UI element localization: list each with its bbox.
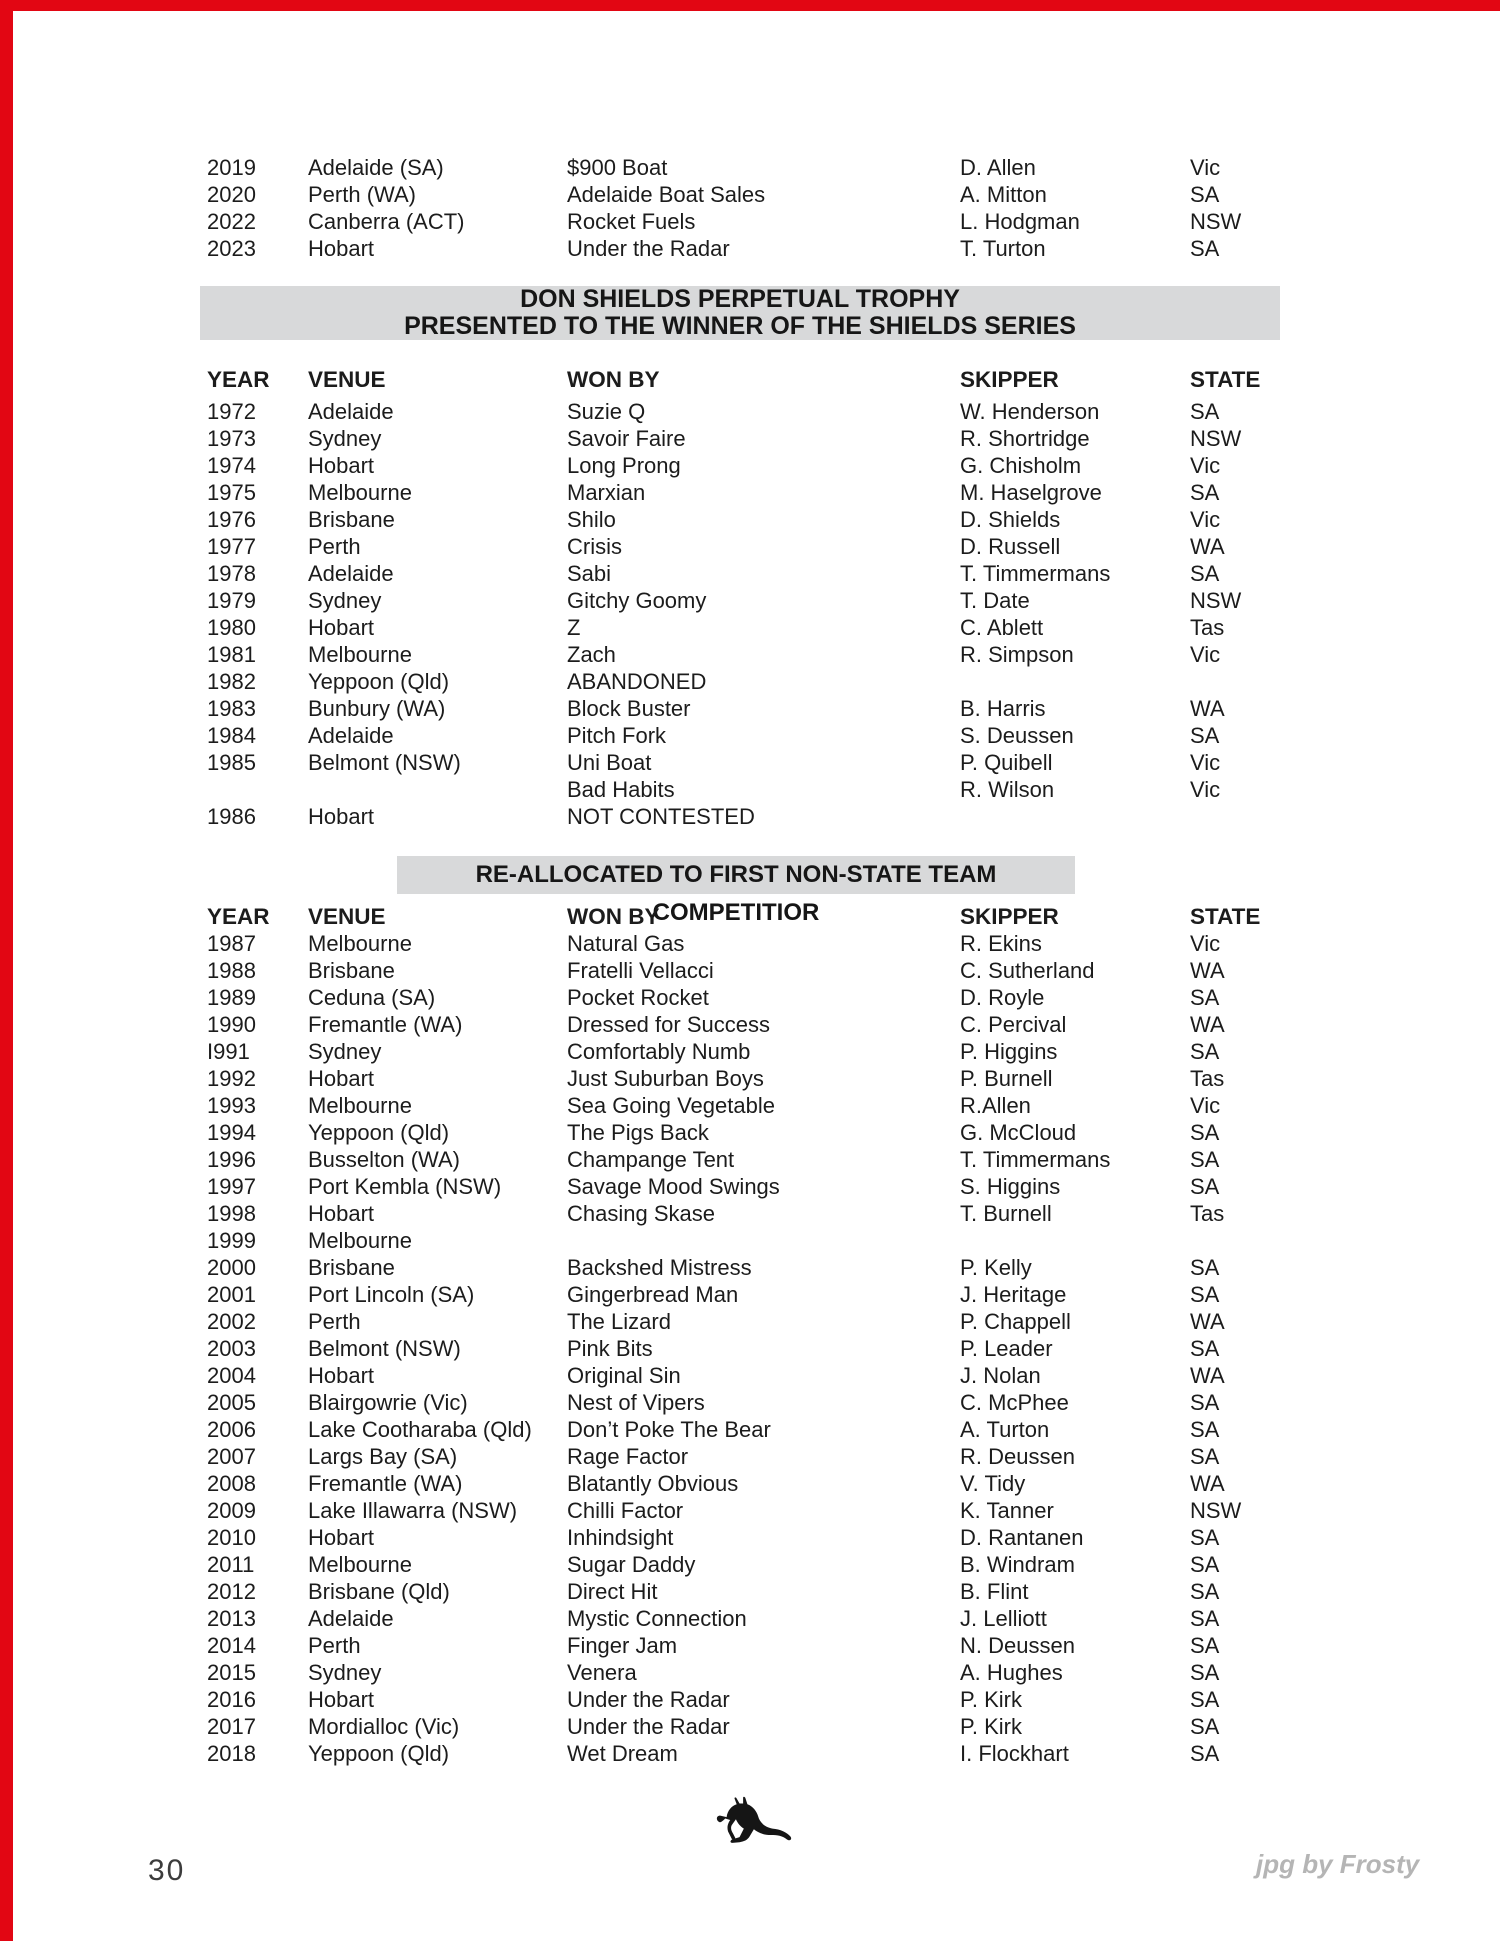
cell-venue: Fremantle (WA) [308, 1471, 463, 1496]
cell-skipper: C. Sutherland [960, 958, 1095, 983]
cell-skipper: R. Shortridge [960, 426, 1090, 451]
cell-won-by: NOT CONTESTED [567, 804, 755, 829]
cell-skipper: P. Leader [960, 1336, 1053, 1361]
cell-skipper: A. Hughes [960, 1660, 1063, 1685]
cell-venue: Perth [308, 1633, 361, 1658]
cell-venue: Brisbane (Qld) [308, 1579, 450, 1604]
cell-skipper: S. Deussen [960, 723, 1074, 748]
cell-skipper: T. Turton [960, 236, 1046, 261]
cell-year: 2010 [207, 1525, 256, 1550]
cell-venue: Ceduna (SA) [308, 985, 436, 1010]
cell-state: Vic [1190, 453, 1221, 478]
cell-won-by: Backshed Mistress [567, 1255, 752, 1280]
cell-won-by: Z [567, 615, 581, 640]
cell-state: SA [1190, 1390, 1220, 1415]
cell-year: 1999 [207, 1228, 256, 1253]
header-won-by: WON BY [567, 367, 660, 392]
cell-venue: Melbourne [308, 931, 412, 956]
cell-state: SA [1190, 1174, 1220, 1199]
cell-won-by: Chilli Factor [567, 1498, 684, 1523]
cell-won-by: $900 Boat [567, 155, 668, 180]
cell-year: 2019 [207, 155, 256, 180]
header-won-by: WON BY [567, 904, 660, 929]
cell-state: SA [1190, 182, 1220, 207]
section-title-don-shields-trophy [200, 286, 1280, 340]
cell-won-by: Wet Dream [567, 1741, 678, 1766]
cell-won-by: Fratelli Vellacci [567, 958, 714, 983]
cell-venue: Lake Cootharaba (Qld) [308, 1417, 532, 1442]
cell-won-by: Comfortably Numb [567, 1039, 751, 1064]
cell-venue: Belmont (NSW) [308, 750, 461, 775]
cell-skipper: W. Henderson [960, 399, 1100, 424]
cell-year: 2023 [207, 236, 256, 261]
cell-won-by: Blatantly Obvious [567, 1471, 739, 1496]
cell-venue: Hobart [308, 1201, 375, 1226]
cell-won-by: Under the Radar [567, 1714, 730, 1739]
cell-won-by: Inhindsight [567, 1525, 674, 1550]
cell-skipper: T. Timmermans [960, 561, 1111, 586]
cell-state: WA [1190, 1471, 1225, 1496]
header-year: YEAR [207, 367, 270, 392]
cell-venue: Yeppoon (Qld) [308, 1120, 450, 1145]
cell-won-by: Just Suburban Boys [567, 1066, 764, 1091]
cell-year: 2017 [207, 1714, 256, 1739]
cell-skipper: P. Higgins [960, 1039, 1058, 1064]
cell-year: 1981 [207, 642, 256, 667]
cell-state: SA [1190, 985, 1220, 1010]
cell-state: WA [1190, 1309, 1225, 1334]
cell-venue: Brisbane [308, 507, 395, 532]
header-skipper: SKIPPER [960, 904, 1059, 929]
cell-won-by: Marxian [567, 480, 646, 505]
cell-year: 2000 [207, 1255, 256, 1280]
cell-year: 1994 [207, 1120, 256, 1145]
cell-year: 2008 [207, 1471, 256, 1496]
cell-state: SA [1190, 1687, 1220, 1712]
cell-state: SA [1190, 1120, 1220, 1145]
cell-venue: Adelaide (SA) [308, 155, 444, 180]
cell-venue: Melbourne [308, 1093, 412, 1118]
cell-venue: Perth [308, 534, 361, 559]
cell-state: SA [1190, 399, 1220, 424]
cell-skipper: D. Shields [960, 507, 1061, 532]
cell-year: 2022 [207, 209, 256, 234]
cell-won-by: Chasing Skase [567, 1201, 715, 1226]
cell-state: SA [1190, 723, 1220, 748]
cell-won-by: Pocket Rocket [567, 985, 709, 1010]
cell-year: 2013 [207, 1606, 256, 1631]
cell-skipper: P. Kirk [960, 1687, 1022, 1712]
cell-state: Tas [1190, 1201, 1225, 1226]
cell-won-by: Sea Going Vegetable [567, 1093, 775, 1118]
kangaroo-logo [708, 1796, 794, 1854]
cell-year: 1974 [207, 453, 256, 478]
cell-venue: Sydney [308, 588, 382, 613]
cell-venue: Hobart [308, 453, 375, 478]
header-state: STATE [1190, 367, 1261, 392]
cell-year: 1978 [207, 561, 256, 586]
cell-skipper: I. Flockhart [960, 1741, 1069, 1766]
cell-won-by: Sabi [567, 561, 612, 586]
cell-year: 1986 [207, 804, 256, 829]
cell-venue: Yeppoon (Qld) [308, 1741, 450, 1766]
cell-year: 2002 [207, 1309, 256, 1334]
cell-skipper: B. Flint [960, 1579, 1029, 1604]
cell-state: Tas [1190, 1066, 1225, 1091]
cell-won-by: Under the Radar [567, 1687, 730, 1712]
cell-state: Vic [1190, 155, 1221, 180]
cell-year: 1976 [207, 507, 256, 532]
cell-state: WA [1190, 696, 1225, 721]
cell-year: 1977 [207, 534, 256, 559]
cell-skipper: J. Heritage [960, 1282, 1067, 1307]
cell-year: 2012 [207, 1579, 256, 1604]
cell-venue: Perth [308, 1309, 361, 1334]
cell-skipper: T. Burnell [960, 1201, 1052, 1226]
cell-year: 2018 [207, 1741, 256, 1766]
cell-state: SA [1190, 1660, 1220, 1685]
cell-year: 1992 [207, 1066, 256, 1091]
cell-venue: Melbourne [308, 480, 412, 505]
cell-year: 1987 [207, 931, 256, 956]
cell-won-by: Suzie Q [567, 399, 646, 424]
cell-skipper: R. Simpson [960, 642, 1074, 667]
cell-skipper: R.Allen [960, 1093, 1031, 1118]
cell-venue: Melbourne [308, 1552, 412, 1577]
cell-venue: Perth (WA) [308, 182, 416, 207]
cell-skipper: T. Timmermans [960, 1147, 1111, 1172]
cell-venue: Sydney [308, 1039, 382, 1064]
cell-won-by: Bad Habits [567, 777, 675, 802]
header-venue: VENUE [308, 904, 386, 929]
cell-won-by: Gingerbread Man [567, 1282, 739, 1307]
cell-venue: Port Kembla (NSW) [308, 1174, 502, 1199]
cell-venue: Melbourne [308, 1228, 412, 1253]
cell-state: SA [1190, 1336, 1220, 1361]
cell-year: 1998 [207, 1201, 256, 1226]
cell-year: 2016 [207, 1687, 256, 1712]
cell-skipper: P. Burnell [960, 1066, 1053, 1091]
cell-year: 1985 [207, 750, 256, 775]
cell-year: I991 [207, 1039, 250, 1064]
cell-won-by: Savoir Faire [567, 426, 686, 451]
cell-venue: Hobart [308, 804, 375, 829]
cell-won-by: Block Buster [567, 696, 691, 721]
cell-won-by: Uni Boat [567, 750, 652, 775]
cell-won-by: The Lizard [567, 1309, 671, 1334]
cell-venue: Busselton (WA) [308, 1147, 461, 1172]
cell-state: SA [1190, 1714, 1220, 1739]
cell-state: NSW [1190, 588, 1242, 613]
cell-year: 1989 [207, 985, 256, 1010]
cell-venue: Adelaide [308, 561, 394, 586]
cell-skipper: G. McCloud [960, 1120, 1077, 1145]
cell-won-by: Pink Bits [567, 1336, 653, 1361]
cell-skipper: M. Haselgrove [960, 480, 1102, 505]
cell-skipper: P. Kelly [960, 1255, 1032, 1280]
cell-skipper: D. Royle [960, 985, 1045, 1010]
cell-skipper: R. Ekins [960, 931, 1042, 956]
cell-venue: Largs Bay (SA) [308, 1444, 458, 1469]
cell-venue: Blairgowrie (Vic) [308, 1390, 468, 1415]
cell-skipper: G. Chisholm [960, 453, 1082, 478]
cell-state: SA [1190, 1255, 1220, 1280]
cell-state: SA [1190, 1147, 1220, 1172]
cell-year: 1988 [207, 958, 256, 983]
cell-year: 1975 [207, 480, 256, 505]
red-page-edge-left [0, 0, 13, 1941]
cell-venue: Adelaide [308, 1606, 394, 1631]
cell-year: 2004 [207, 1363, 256, 1388]
cell-year: 2015 [207, 1660, 256, 1685]
cell-year: 1996 [207, 1147, 256, 1172]
page-number: 30 [148, 1854, 186, 1887]
cell-skipper: V. Tidy [960, 1471, 1026, 1496]
cell-venue: Adelaide [308, 399, 394, 424]
cell-year: 1990 [207, 1012, 256, 1037]
cell-year: 2020 [207, 182, 256, 207]
cell-skipper: P. Kirk [960, 1714, 1022, 1739]
cell-skipper: N. Deussen [960, 1633, 1075, 1658]
cell-year: 1972 [207, 399, 256, 424]
cell-skipper: C. McPhee [960, 1390, 1069, 1415]
cell-year: 2007 [207, 1444, 256, 1469]
cell-state: SA [1190, 1039, 1220, 1064]
cell-venue: Hobart [308, 1687, 375, 1712]
cell-won-by: Dressed for Success [567, 1012, 770, 1037]
cell-state: WA [1190, 1012, 1225, 1037]
cell-won-by: Finger Jam [567, 1633, 678, 1658]
cell-won-by: ABANDONED [567, 669, 707, 694]
cell-year: 1997 [207, 1174, 256, 1199]
cell-venue: Hobart [308, 1066, 375, 1091]
cell-venue: Yeppoon (Qld) [308, 669, 450, 694]
cell-skipper: C. Ablett [960, 615, 1044, 640]
cell-venue: Canberra (ACT) [308, 209, 465, 234]
cell-state: WA [1190, 534, 1225, 559]
cell-won-by: Long Prong [567, 453, 681, 478]
cell-venue: Belmont (NSW) [308, 1336, 461, 1361]
cell-state: SA [1190, 236, 1220, 261]
cell-venue: Adelaide [308, 723, 394, 748]
cell-venue: Hobart [308, 236, 375, 261]
cell-venue: Lake Illawarra (NSW) [308, 1498, 518, 1523]
cell-state: Vic [1190, 777, 1221, 802]
section-title-line-1: DON SHIELDS PERPETUAL TROPHY [520, 285, 960, 313]
cell-year: 2005 [207, 1390, 256, 1415]
cell-skipper: D. Russell [960, 534, 1061, 559]
cell-won-by: Rage Factor [567, 1444, 689, 1469]
cell-year: 2001 [207, 1282, 256, 1307]
cell-venue: Brisbane [308, 958, 395, 983]
cell-state: SA [1190, 1741, 1220, 1766]
cell-skipper: T. Date [960, 588, 1030, 613]
cell-won-by: Don’t Poke The Bear [567, 1417, 771, 1442]
cell-state: SA [1190, 1444, 1220, 1469]
cell-state: Vic [1190, 507, 1221, 532]
cell-won-by: Champange Tent [567, 1147, 735, 1172]
cell-won-by: Pitch Fork [567, 723, 667, 748]
cell-won-by: The Pigs Back [567, 1120, 709, 1145]
cell-won-by: Original Sin [567, 1363, 681, 1388]
header-year: YEAR [207, 904, 270, 929]
cell-year: 2011 [207, 1552, 255, 1577]
cell-year: 1980 [207, 615, 256, 640]
cell-state: NSW [1190, 209, 1242, 234]
cell-venue: Melbourne [308, 642, 412, 667]
cell-won-by: Rocket Fuels [567, 209, 696, 234]
cell-skipper: K. Tanner [960, 1498, 1054, 1523]
cell-skipper: D. Allen [960, 155, 1036, 180]
cell-won-by: Zach [567, 642, 616, 667]
cell-venue: Hobart [308, 1525, 375, 1550]
cell-skipper: D. Rantanen [960, 1525, 1084, 1550]
cell-state: SA [1190, 1525, 1220, 1550]
cell-won-by: Nest of Vipers [567, 1390, 705, 1415]
watermark-credit: jpg by Frosty [1256, 1849, 1420, 1879]
cell-skipper: B. Harris [960, 696, 1046, 721]
cell-won-by: Adelaide Boat Sales [567, 182, 766, 207]
section-title-line-1: RE-ALLOCATED TO FIRST NON-STATE TEAM COMPETITIOR [475, 861, 997, 926]
cell-won-by: Direct Hit [567, 1579, 658, 1604]
cell-venue: Mordialloc (Vic) [308, 1714, 460, 1739]
cell-venue: Fremantle (WA) [308, 1012, 463, 1037]
header-skipper: SKIPPER [960, 367, 1059, 392]
cell-skipper: P. Chappell [960, 1309, 1071, 1334]
cell-year: 1973 [207, 426, 256, 451]
cell-year: 1979 [207, 588, 256, 613]
cell-state: Vic [1190, 931, 1221, 956]
cell-skipper: C. Percival [960, 1012, 1067, 1037]
cell-skipper: R. Deussen [960, 1444, 1075, 1469]
cell-state: Vic [1190, 750, 1221, 775]
cell-state: SA [1190, 1606, 1220, 1631]
cell-venue: Sydney [308, 1660, 382, 1685]
cell-won-by: Shilo [567, 507, 616, 532]
cell-year: 1984 [207, 723, 256, 748]
cell-venue: Brisbane [308, 1255, 395, 1280]
cell-state: WA [1190, 1363, 1225, 1388]
cell-won-by: Savage Mood Swings [567, 1174, 780, 1199]
section-title-line-2: PRESENTED TO THE WINNER OF THE SHIELDS SERIES [404, 312, 1076, 340]
cell-state: SA [1190, 1282, 1220, 1307]
cell-skipper: P. Quibell [960, 750, 1053, 775]
cell-state: SA [1190, 1552, 1220, 1577]
cell-state: SA [1190, 561, 1220, 586]
cell-year: 2014 [207, 1633, 256, 1658]
cell-won-by: Venera [567, 1660, 637, 1685]
cell-venue: Bunbury (WA) [308, 696, 446, 721]
cell-year: 2009 [207, 1498, 256, 1523]
cell-won-by: Gitchy Goomy [567, 588, 707, 613]
cell-skipper: L. Hodgman [960, 209, 1080, 234]
cell-state: Vic [1190, 1093, 1221, 1118]
red-page-edge-top [0, 0, 1500, 11]
cell-venue: Port Lincoln (SA) [308, 1282, 475, 1307]
cell-state: WA [1190, 958, 1225, 983]
cell-won-by: Sugar Daddy [567, 1552, 696, 1577]
cell-state: NSW [1190, 426, 1242, 451]
cell-state: NSW [1190, 1498, 1242, 1523]
cell-skipper: J. Nolan [960, 1363, 1041, 1388]
cell-state: SA [1190, 1633, 1220, 1658]
cell-venue: Sydney [308, 426, 382, 451]
cell-year: 1983 [207, 696, 256, 721]
header-state: STATE [1190, 904, 1261, 929]
header-venue: VENUE [308, 367, 386, 392]
cell-venue: Hobart [308, 1363, 375, 1388]
cell-state: Vic [1190, 642, 1221, 667]
cell-year: 2006 [207, 1417, 256, 1442]
cell-won-by: Mystic Connection [567, 1606, 747, 1631]
cell-skipper: A. Mitton [960, 182, 1047, 207]
cell-state: SA [1190, 480, 1220, 505]
cell-skipper: R. Wilson [960, 777, 1055, 802]
cell-skipper: J. Lelliott [960, 1606, 1047, 1631]
cell-state: Tas [1190, 615, 1225, 640]
cell-year: 1993 [207, 1093, 256, 1118]
cell-won-by: Natural Gas [567, 931, 685, 956]
cell-skipper: A. Turton [960, 1417, 1050, 1442]
cell-won-by: Crisis [567, 534, 622, 559]
cell-skipper: S. Higgins [960, 1174, 1061, 1199]
cell-state: SA [1190, 1579, 1220, 1604]
cell-year: 2003 [207, 1336, 256, 1361]
cell-year: 1982 [207, 669, 256, 694]
cell-state: SA [1190, 1417, 1220, 1442]
cell-won-by: Under the Radar [567, 236, 730, 261]
cell-skipper: B. Windram [960, 1552, 1075, 1577]
cell-venue: Hobart [308, 615, 375, 640]
